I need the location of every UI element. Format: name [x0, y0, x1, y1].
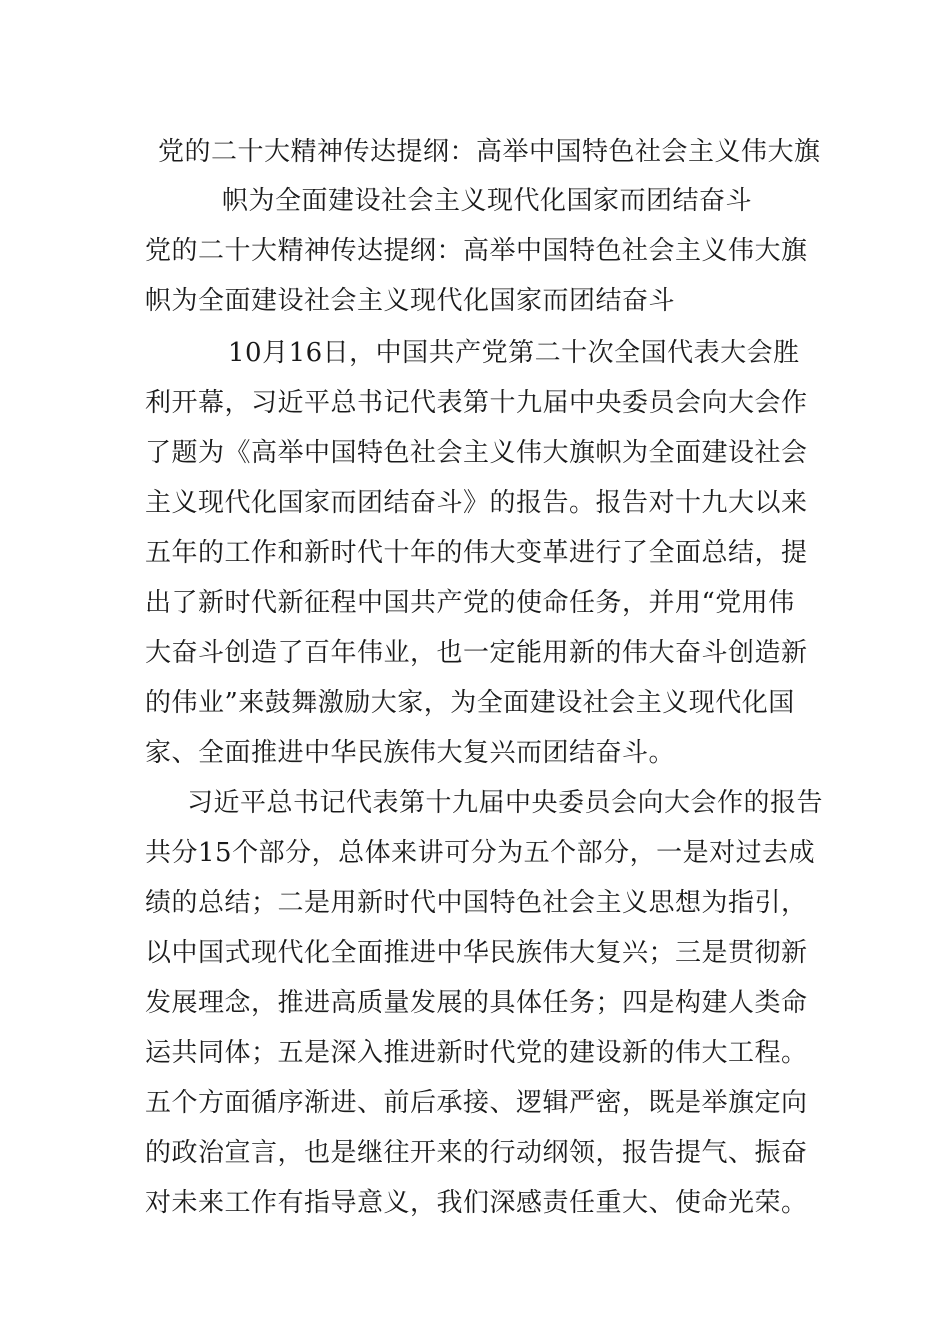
paragraph-1-line-7: 大奋斗创造了百年伟业，也一定能用新的伟大奋斗创造新 [145, 638, 808, 668]
paragraph-1-line-6: 出了新时代新征程中国共产党的使命任务，并用“党用伟 [145, 588, 795, 618]
paragraph-2-line-4: 以中国式现代化全面推进中华民族伟大复兴；三是贯彻新 [145, 938, 808, 968]
paragraph-1-line-4: 主义现代化国家而团结奋斗》的报告。报告对十九大以来 [145, 488, 808, 518]
paragraph-2-line-6: 运共同体；五是深入推进新时代党的建设新的伟大工程。 [145, 1038, 808, 1068]
document-title-line-2: 帜为全面建设社会主义现代化国家而团结奋斗 [222, 186, 753, 216]
paragraph-2-line-1: 习近平总书记代表第十九届中央委员会向大会作的报告 [187, 788, 824, 818]
document-title-line-1: 党的二十大精神传达提纲：高举中国特色社会主义伟大旗 [158, 137, 821, 167]
paragraph-2-line-8: 的政治宣言，也是继往开来的行动纲领，报告提气、振奋 [145, 1138, 808, 1168]
paragraph-1-line-8: 的伟业”来鼓舞激励大家，为全面建设社会主义现代化国 [145, 688, 795, 718]
subtitle-line-1: 党的二十大精神传达提纲：高举中国特色社会主义伟大旗 [145, 236, 808, 266]
paragraph-1-line-2: 利开幕，习近平总书记代表第十九届中央委员会向大会作 [145, 388, 808, 418]
paragraph-1-line-1: 10月16日，中国共产党第二十次全国代表大会胜 [228, 338, 800, 368]
paragraph-2-line-2: 共分15个部分，总体来讲可分为五个部分，一是对过去成 [145, 838, 816, 868]
paragraph-1-line-9: 家、全面推进中华民族伟大复兴而团结奋斗。 [145, 738, 676, 768]
paragraph-1-line-5: 五年的工作和新时代十年的伟大变革进行了全面总结，提 [145, 538, 808, 568]
paragraph-2-line-9: 对未来工作有指导意义，我们深感责任重大、使命光荣。 [145, 1188, 808, 1218]
paragraph-1-line-3: 了题为《高举中国特色社会主义伟大旗帜为全面建设社会 [145, 438, 808, 468]
paragraph-2-line-5: 发展理念，推进高质量发展的具体任务；四是构建人类命 [145, 988, 808, 1018]
subtitle-line-2: 帜为全面建设社会主义现代化国家而团结奋斗 [145, 286, 676, 316]
paragraph-2-line-7: 五个方面循序渐进、前后承接、逻辑严密，既是举旗定向 [145, 1088, 808, 1118]
paragraph-2-line-3: 绩的总结；二是用新时代中国特色社会主义思想为指引， [145, 888, 808, 918]
